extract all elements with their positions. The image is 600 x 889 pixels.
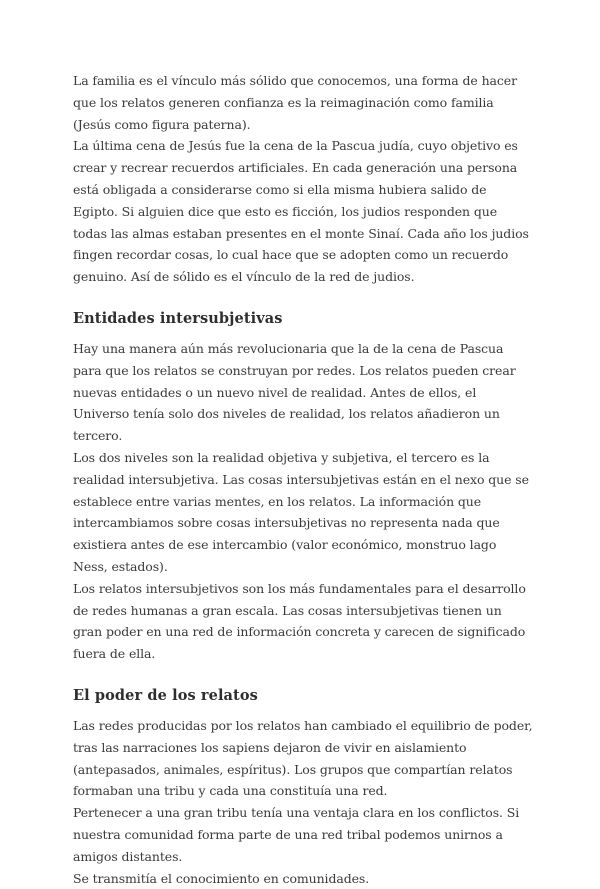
intro-section [73,70,533,288]
section-intersubjective [73,308,533,665]
document-page [73,70,533,889]
section-heading: Entidades intersubjetivas [73,308,533,330]
paragraph: La última cena de Jesús fue la cena de la Pascua judía, cuyo objetivo es crear y recrear recuerdos artificiales. En cada generación una persona está obligada a considerarse como si ella misma hubiera salido de Egipto. Si alguien dice que esto es ficción, los judios responden que todas las almas estaban presentes en el monte Sinaí. Cada año los judios fingen recordar cosas, lo cual hace que se adopten como un recuerdo genuino. Así de sólido es el vínculo de la red de judios. [73,135,533,288]
paragraph: Los relatos intersubjetivos son los más fundamentales para el desarrollo de redes humanas a gran escala. Las cosas intersubjetivas tienen un gran poder en una red de información concreta y carecen de significado fuera de ella. [73,578,533,665]
section-heading: El poder de los relatos [73,685,533,707]
section-power-of-stories [73,685,533,889]
paragraph: La familia es el vínculo más sólido que conocemos, una forma de hacer que los relatos generen confianza es la reimaginación como familia (Jesús como figura paterna). [73,70,533,135]
paragraph: Hay una manera aún más revolucionaria que la de la cena de Pascua para que los relatos se construyan por redes. Los relatos pueden crear nuevas entidades o un nuevo nivel de realidad. Antes de ellos, el Universo tenía solo dos niveles de realidad, los relatos añadieron un tercero. [73,338,533,447]
paragraph: Los dos niveles son la realidad objetiva y subjetiva, el tercero es la realidad intersubjetiva. Las cosas intersubjetivas están en el nexo que se establece entre varias mentes, en los relatos. La información que intercambiamos sobre cosas intersubjetivas no representa nada que existiera antes de ese intercambio (valor económico, monstruo lago Ness, estados). [73,447,533,578]
paragraph: Se transmitía el conocimiento en comunidades. [73,868,533,889]
paragraph: Pertenecer a una gran tribu tenía una ventaja clara en los conflictos. Si nuestra comunidad forma parte de una red tribal podemos unirnos a amigos distantes. [73,802,533,867]
paragraph: Las redes producidas por los relatos han cambiado el equilibrio de poder, tras las narraciones los sapiens dejaron de vivir en aislamiento (antepasados, animales, espíritus). Los grupos que compartían relatos formaban una tribu y cada una constituía una red. [73,715,533,802]
